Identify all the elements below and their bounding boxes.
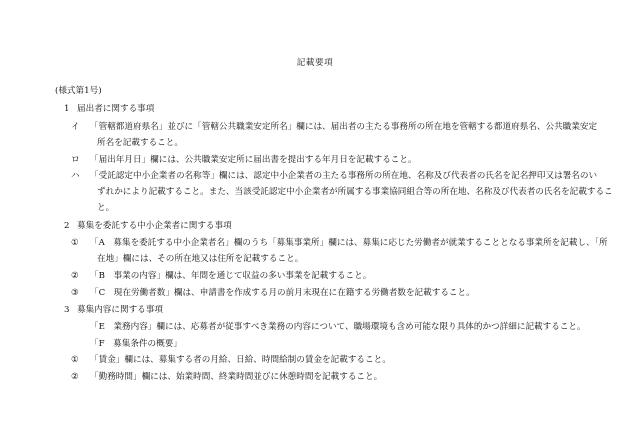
item-2-3-line1: 「C 現在労働者数」欄は、申請書を作成する月の前月末現在に在籍する労働者数を記載すること。: [90, 288, 475, 298]
section-1-heading: 届出者に関する事項: [77, 104, 155, 114]
document-title: 記載要項: [296, 58, 334, 68]
item-2-3-marker: ③: [71, 288, 79, 298]
item-1-ha-line3: と。: [97, 203, 115, 213]
item-2-2-marker: ②: [71, 271, 79, 281]
section-3-heading: 募集内容に関する事項: [77, 305, 163, 315]
item-1-ha-marker: ハ: [71, 171, 80, 181]
item-1-ro-line1: 「届出年月日」欄には、公共職業安定所に届出書を提出する年月日を記載すること。: [90, 155, 417, 165]
item-2-1-marker: ①: [71, 238, 79, 248]
item-1-ro-marker: ロ: [71, 155, 80, 165]
item-1-ha-line2: ずれかにより記載すること。また、当該受託認定中小企業者が所属する事業協同組合等の所在地、名称及び代表者の氏名を記載するこ: [97, 187, 613, 197]
item-3-1-marker: ①: [71, 355, 79, 365]
section-1-number: 1: [64, 104, 70, 114]
item-2-2-line1: 「B 事業の内容」欄は、年間を通じて収益の多い事業を記載すること。: [90, 271, 372, 281]
section-2-heading: 募集を委託する中小企業者に関する事項: [77, 221, 232, 231]
item-3-2-line1: 「勤務時間」欄には、始業時間、終業時間並びに休憩時間を記載すること。: [90, 372, 383, 382]
section-3-number: 3: [64, 305, 70, 315]
form-label: (様式第1号): [55, 86, 102, 96]
item-2-1-line1: 「A 募集を委託する中小企業者名」欄のうち「募集事業所」欄には、募集に応じた労働者が就業することとなる事業所を記載し、「所: [90, 238, 608, 248]
item-3-f-line1: 「F 募集条件の概要」: [90, 339, 182, 349]
item-2-1-line2: 在地」欄には、その所在地又は住所を記載すること。: [97, 254, 304, 264]
item-1-ha-line1: 「受託認定中小企業者の名称等」欄には、認定中小企業者の主たる事務所の所在地、名称及び代表者の氏名を記名押印又は署名のい: [90, 171, 598, 181]
section-2-number: 2: [64, 221, 70, 231]
item-1-i-line2: 所名を記載すること。: [97, 138, 183, 148]
item-3-1-line1: 「賃金」欄には、募集する者の月給、日給、時間給制の賃金を記載すること。: [90, 355, 391, 365]
item-3-2-marker: ②: [71, 372, 79, 382]
item-3-e-line1: 「E 業務内容」欄には、応募者が従事すべき業務の内容について、職場環境も含め可能な限り具体的かつ詳細に記載すること。: [90, 322, 586, 332]
item-1-i-marker: イ: [71, 122, 80, 132]
item-1-i-line1: 「管轄都道府県名」並びに「管轄公共職業安定所名」欄には、届出者の主たる事務所の所在地を管轄する都道府県名、公共職業安定: [90, 122, 598, 132]
